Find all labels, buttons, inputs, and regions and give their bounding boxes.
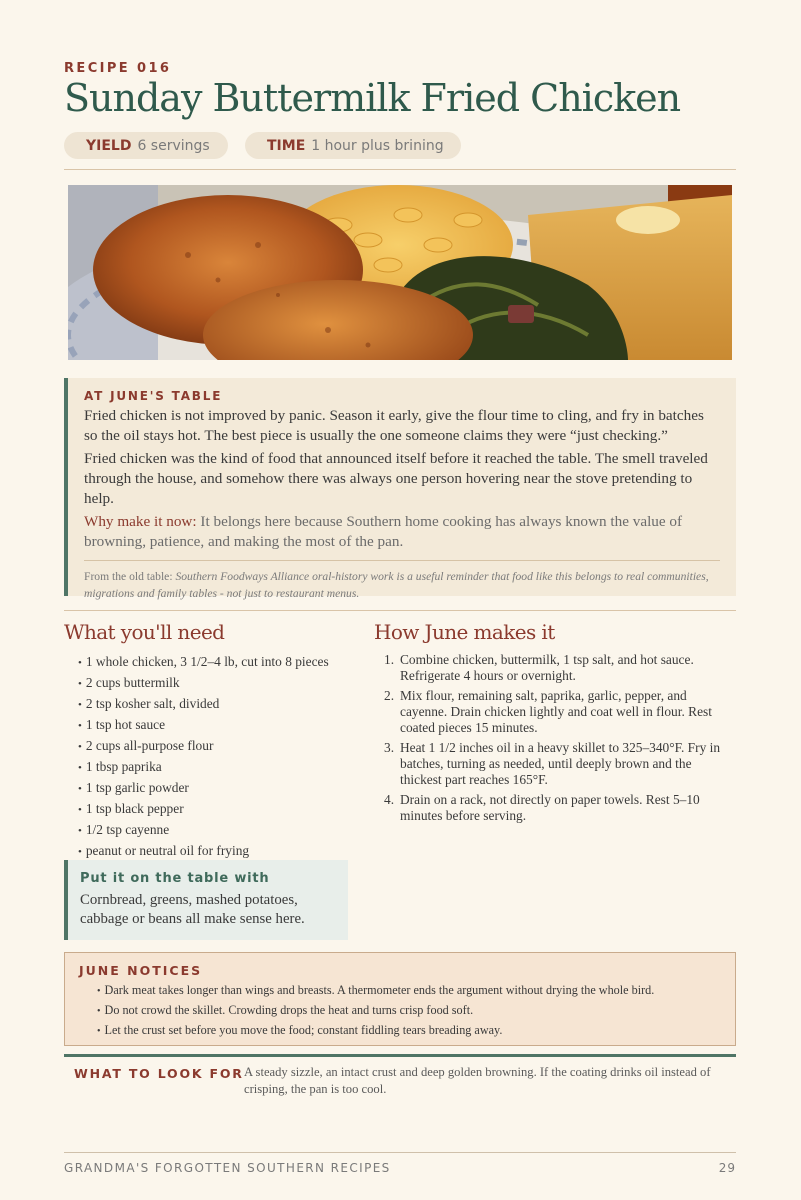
list-item: • peanut or neutral oil for frying — [78, 841, 329, 862]
step-text: Drain on a rack, not directly on paper towels. Rest 5–10 minutes before serving. — [400, 792, 700, 823]
time-label: TIME — [267, 137, 306, 154]
step-item: 1. Combine chicken, buttermilk, 1 tsp salt, and hot sauce. Refrigerate 4 hours or overnight. — [384, 652, 694, 683]
yield-badge — [64, 132, 228, 159]
source-note-text: Southern Foodways Alliance oral-history work is a useful reminder that food like this belongs to real communities, migrations and family tables - not just to restaurant menus. — [84, 570, 709, 600]
recipe-number: RECIPE 016 — [64, 61, 172, 76]
footer-divider — [64, 1152, 736, 1153]
look-for-label: WHAT TO LOOK FOR — [74, 1066, 244, 1081]
list-item: • 1 tsp black pepper — [78, 799, 329, 820]
method-steps — [374, 652, 724, 828]
step-text: Heat 1 1/2 inches oil in a heavy skillet to 325–340°F. Fry in batches, turning as needed, until deeply brown and the thickest part reaches 165°F. — [400, 740, 721, 787]
method-heading: How June makes it — [374, 620, 555, 644]
tips-list — [79, 981, 721, 1041]
list-item: • 2 tsp kosher salt, divided — [78, 694, 329, 715]
serving-suggestion — [64, 860, 348, 940]
list-item: • Do not crowd the skillet. Crowding drops the heat and turns crisp food soft. — [97, 1001, 721, 1021]
yield-label: YIELD — [86, 137, 132, 154]
source-note — [84, 568, 720, 602]
recipe-page — [64, 0, 736, 1200]
list-item: • 2 cups buttermilk — [78, 673, 329, 694]
list-item: • Let the crust set before you move the food; constant fiddling tears breading away. — [97, 1021, 721, 1041]
list-item: • Dark meat takes longer than wings and breasts. A thermometer ends the argument without drying the whole bird. — [97, 981, 721, 1001]
step-item: 4. Drain on a rack, not directly on paper towels. Rest 5–10 minutes before serving. — [384, 792, 700, 823]
callout-divider — [84, 560, 720, 561]
tips-box — [64, 952, 736, 1046]
yield-value: 6 servings — [137, 137, 210, 154]
hero-food-photo — [68, 185, 732, 360]
story-label: AT JUNE'S TABLE — [84, 389, 223, 403]
source-note-label: From the old table: — [84, 570, 176, 583]
list-item: • 1 tsp hot sauce — [78, 715, 329, 736]
list-item: • 2 cups all-purpose flour — [78, 736, 329, 757]
ingredients-list — [78, 652, 329, 862]
step-item: 2. Mix flour, remaining salt, paprika, garlic, pepper, and cayenne. Drain chicken lightly and coat well in flour. Rest coated pieces 15 minutes. — [384, 688, 712, 735]
book-title: GRANDMA'S FORGOTTEN SOUTHERN RECIPES — [64, 1161, 391, 1175]
look-for-rule — [64, 1054, 736, 1057]
section-divider — [64, 610, 736, 611]
story-callout — [64, 378, 736, 600]
header-divider — [64, 169, 736, 170]
list-item: • 1 tsp garlic powder — [78, 778, 329, 799]
ingredients-heading: What you'll need — [64, 620, 225, 644]
time-badge — [245, 132, 461, 159]
list-item: • 1 whole chicken, 3 1/2–4 lb, cut into 8 pieces — [78, 652, 329, 673]
step-text: Mix flour, remaining salt, paprika, garlic, pepper, and cayenne. Drain chicken lightly and coat well in flour. Rest coated pieces 15 minutes. — [400, 688, 712, 735]
step-text: Combine chicken, buttermilk, 1 tsp salt, and hot sauce. Refrigerate 4 hours or overnight. — [400, 652, 694, 683]
list-item: • 1/2 tsp cayenne — [78, 820, 329, 841]
why-label: Why make it now: — [84, 513, 197, 530]
step-item: 3. Heat 1 1/2 inches oil in a heavy skillet to 325–340°F. Fry in batches, turning as needed, until deeply brown and the thickest part reaches 165°F. — [384, 740, 721, 787]
tips-label: JUNE NOTICES — [79, 963, 203, 978]
time-value: 1 hour plus brining — [311, 137, 444, 154]
serving-label: Put it on the table with — [80, 871, 270, 886]
story-paragraph-1: Fried chicken is not improved by panic. Season it early, give the flour time to cling, and fry in batches so the oil stays hot. The best piece is usually the one someone claims they were “just checking.” — [84, 407, 704, 444]
serving-text: Cornbread, greens, mashed potatoes, cabbage or beans all make sense here. — [80, 892, 305, 927]
recipe-title: Sunday Buttermilk Fried Chicken — [64, 76, 681, 120]
list-item: • 1 tbsp paprika — [78, 757, 329, 778]
look-for-text: A steady sizzle, an intact crust and deep golden browning. If the coating drinks oil instead of crisping, the pan is too cool. — [244, 1065, 711, 1096]
why-make-it-now — [84, 512, 720, 552]
story-paragraph-2: Fried chicken was the kind of food that announced itself before it reached the table. The smell traveled through the house, and somehow there was always one person hovering near the stove pretending to help. — [84, 450, 708, 507]
page-number: 29 — [718, 1161, 736, 1175]
why-text: It belongs here because Southern home cooking has always known the value of browning, patience, and making the most of the pan. — [84, 513, 683, 550]
